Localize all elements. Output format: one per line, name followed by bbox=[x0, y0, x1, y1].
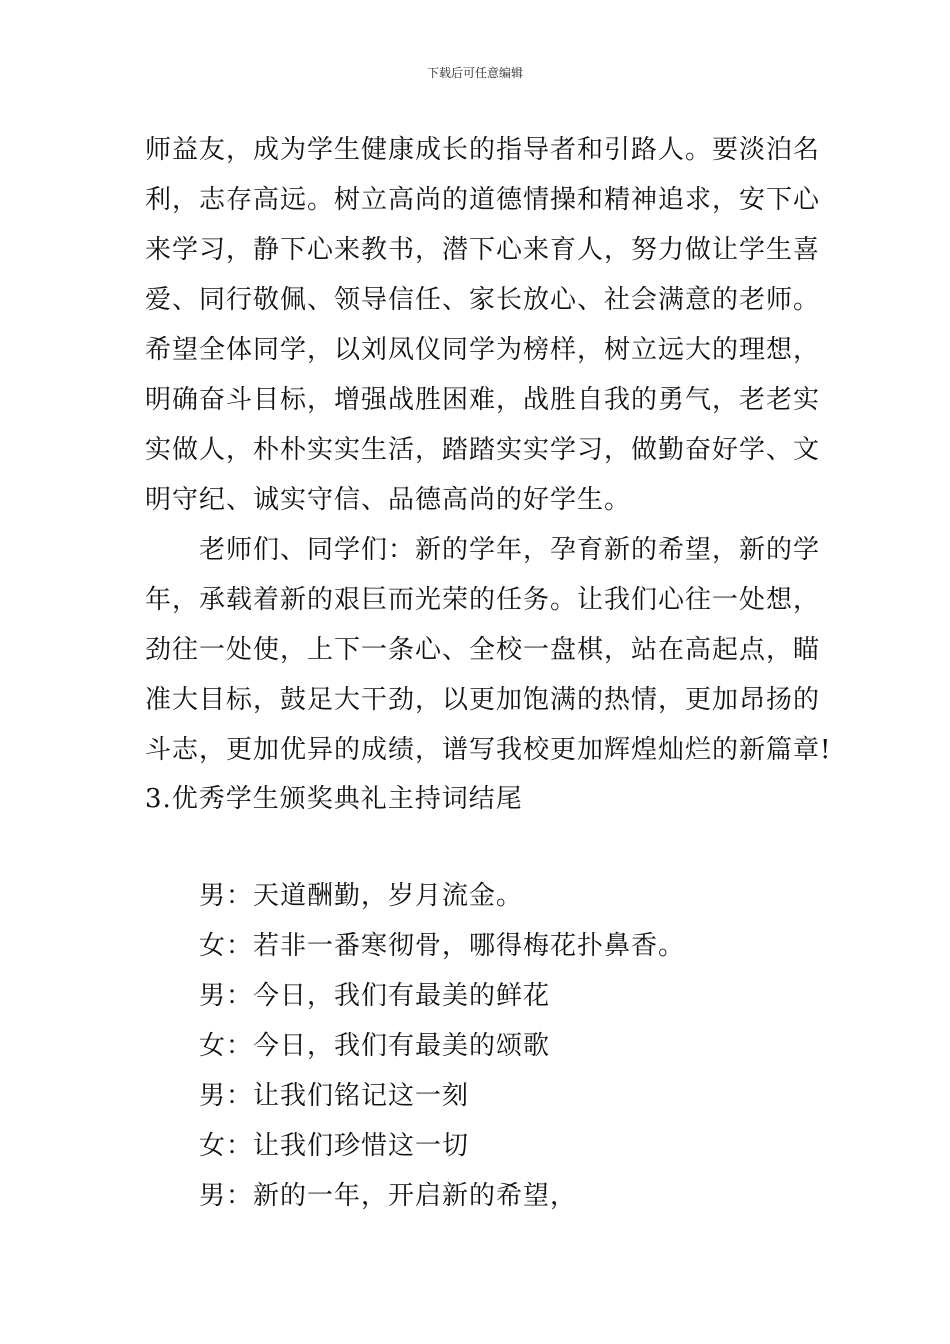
dialogue-line: 男：新的一年，开启新的希望， bbox=[199, 1181, 578, 1211]
dialogue-line: 男：今日，我们有最美的鲜花 bbox=[199, 981, 551, 1011]
dialogue-line: 女：让我们珍惜这一切 bbox=[199, 1131, 470, 1161]
body-line: 明确奋斗目标，增强战胜困难，战胜自我的勇气，老老实 bbox=[145, 385, 821, 415]
dialogue-line: 男：天道酬勤，岁月流金。 bbox=[199, 881, 524, 911]
dialogue-line: 女：若非一番寒彻骨，哪得梅花扑鼻香。 bbox=[199, 931, 686, 961]
body-line: 斗志，更加优异的成绩，谱写我校更加辉煌灿烂的新篇章! bbox=[145, 735, 832, 765]
page-header: 下载后可任意编辑 bbox=[426, 66, 523, 80]
body-line: 劲往一处使，上下一条心、全校一盘棋，站在高起点，瞄 bbox=[145, 635, 821, 665]
body-line: 利，志存高远。树立高尚的道德情操和精神追求，安下心 bbox=[145, 185, 821, 215]
body-line: 年，承载着新的艰巨而光荣的任务。让我们心往一处想， bbox=[145, 585, 821, 615]
dialogue-line: 女：今日，我们有最美的颂歌 bbox=[199, 1031, 551, 1061]
body-line: 爱、同行敬佩、领导信任、家长放心、社会满意的老师。 bbox=[145, 285, 821, 315]
body-line: 来学习，静下心来教书，潜下心来育人，努力做让学生喜 bbox=[145, 235, 821, 265]
paragraph-first-line: 老师们、同学们：新的学年，孕育新的希望，新的学 bbox=[199, 535, 821, 565]
body-line: 实做人，朴朴实实生活，踏踏实实学习，做勤奋好学、文 bbox=[145, 435, 821, 465]
body-line: 希望全体同学，以刘凤仪同学为榜样，树立远大的理想， bbox=[145, 335, 821, 365]
body-line: 准大目标，鼓足大干劲，以更加饱满的热情，更加昂扬的 bbox=[145, 685, 821, 715]
body-line: 明守纪、诚实守信、品德高尚的好学生。 bbox=[145, 485, 632, 515]
dialogue-line: 男：让我们铭记这一刻 bbox=[199, 1081, 470, 1111]
section-heading: 3.优秀学生颁奖典礼主持词结尾 bbox=[145, 784, 523, 814]
body-line: 师益友，成为学生健康成长的指导者和引路人。要淡泊名 bbox=[145, 135, 821, 165]
